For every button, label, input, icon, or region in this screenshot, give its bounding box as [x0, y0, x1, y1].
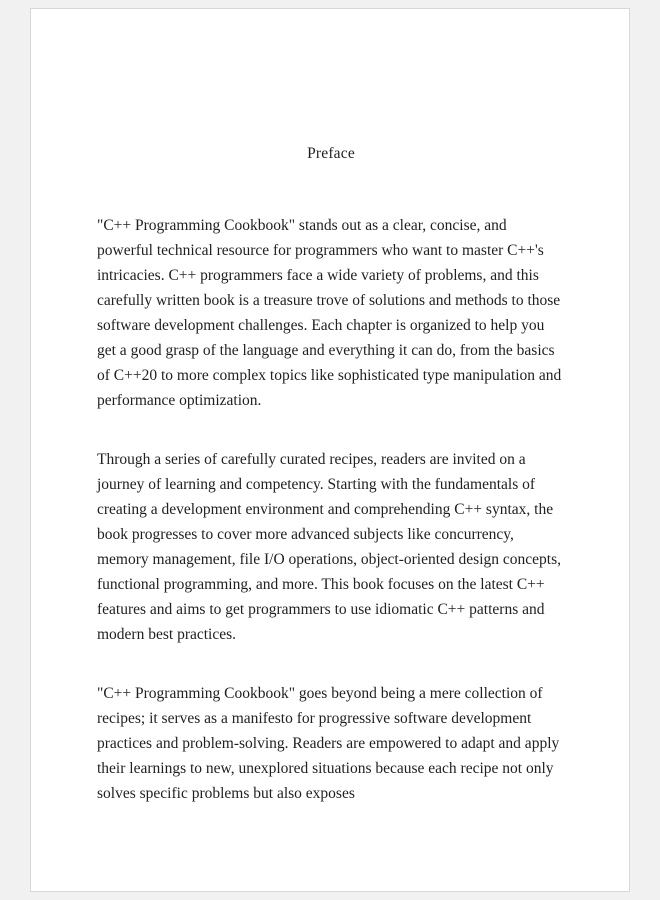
paragraph-1: "C++ Programming Cookbook" stands out as a clear, concise, and powerful technical resource for programmers who want to master C++'s intricacies. C++ programmers face a wide variety of problems, and this carefully written book is a treasure trove of solutions and methods to those software development challenges. Each chapter is organized to help you get a good grasp of the language and everything it can do, from the basics of C++20 to more complex topics like sophisticated type manipulation and performance optimization.: [97, 217, 562, 409]
paragraph-3: "C++ Programming Cookbook" goes beyond being a mere collection of recipes; it serves as a manifesto for progressive software development practices and problem-solving. Readers are empowered to adapt and apply their learnings to new, unexplored situations because each recipe not only solves specific problems but also exposes: [97, 685, 560, 802]
paragraph-2: Through a series of carefully curated recipes, readers are invited on a journey of learning and competency. Starting with the fundamentals of creating a development environment and comprehending C++ syntax, the book progresses to cover more advanced subjects like concurrency, memory management, file I/O operations, object-oriented design concepts, functional programming, and more. This book focuses on the latest C++ features and aims to get programmers to use idiomatic C++ patterns and modern best practices.: [97, 451, 561, 643]
document-body: [97, 213, 565, 806]
page-title: Preface: [307, 145, 355, 162]
document-page: [30, 8, 630, 892]
